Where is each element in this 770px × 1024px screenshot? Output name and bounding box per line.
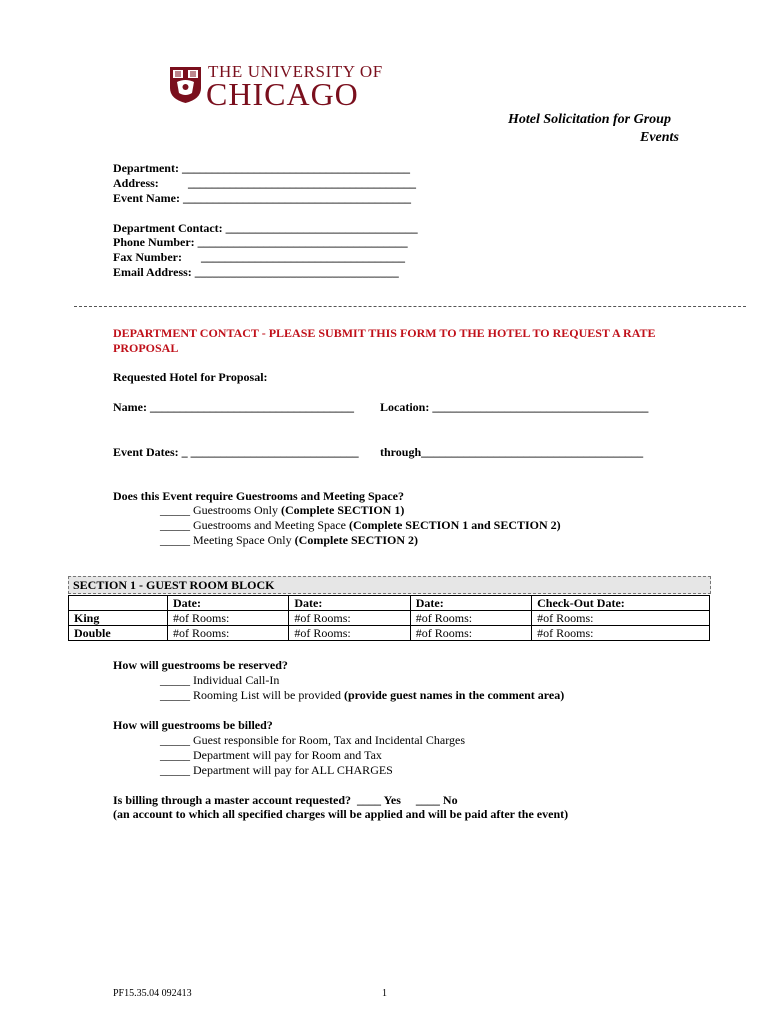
master-account-question[interactable]: Is billing through a master account requested? ____ Yes ____ No	[113, 793, 458, 807]
event-type-question: Does this Event require Guestrooms and Meeting Space?	[113, 489, 404, 503]
notice-line2: PROPOSAL	[113, 341, 179, 355]
fax-label: Fax Number:	[113, 250, 182, 264]
table-cell[interactable]: #of Rooms:	[532, 611, 710, 626]
table-cell[interactable]: #of Rooms:	[168, 626, 289, 641]
hotel-name-field[interactable]: Name: __________________________________	[113, 400, 354, 414]
option-guest-responsible[interactable]: _____ Guest responsible for Room, Tax and Incidental Charges	[160, 733, 465, 747]
row-label-double: Double	[69, 626, 168, 641]
option-meeting-space-only-label: _____ Meeting Space Only	[160, 533, 295, 547]
requested-hotel-heading: Requested Hotel for Proposal:	[113, 370, 268, 384]
option-rooming-list[interactable]	[160, 688, 564, 703]
option-guestrooms-only-note: (Complete SECTION 1)	[281, 503, 405, 517]
event-name-field[interactable]: Event Name: ______________________________________	[113, 191, 411, 205]
address-field[interactable]: ______________________________________	[188, 176, 416, 190]
section1-title: SECTION 1 - GUEST ROOM BLOCK	[73, 578, 275, 592]
fax-number-field[interactable]: __________________________________	[201, 250, 405, 264]
form-title-line1: Hotel Solicitation for Group	[508, 112, 671, 127]
row-label-king: King	[69, 611, 168, 626]
table-header-cell[interactable]: Date:	[168, 596, 289, 611]
table-row	[69, 626, 710, 641]
table-cell[interactable]: #of Rooms:	[289, 611, 410, 626]
billing-question: How will guestrooms be billed?	[113, 718, 273, 732]
option-guestrooms-and-meeting-note: (Complete SECTION 1 and SECTION 2)	[348, 518, 561, 532]
option-department-room-tax[interactable]: _____ Department will pay for Room and Tax	[160, 748, 382, 762]
notice-line1: DEPARTMENT CONTACT - PLEASE SUBMIT THIS FORM TO THE HOTEL TO REQUEST A RATE	[113, 326, 656, 340]
event-dates-through-field[interactable]: through_____________________________________	[380, 445, 644, 459]
reservation-question: How will guestrooms be reserved?	[113, 658, 288, 672]
table-header-cell[interactable]: Date:	[410, 596, 531, 611]
option-guestrooms-and-meeting-label: _____ Guestrooms and Meeting Space	[160, 518, 349, 532]
guest-room-block-table	[68, 595, 710, 641]
option-individual-call-in[interactable]: _____ Individual Call-In	[160, 673, 280, 687]
cut-line-divider	[74, 306, 746, 307]
address-label: Address:	[113, 176, 159, 190]
option-guestrooms-only-label: _____ Guestrooms Only	[160, 503, 281, 517]
phone-number-field[interactable]: Phone Number: ___________________________________	[113, 235, 408, 249]
form-title-line2: Events	[640, 130, 679, 145]
page-number: 1	[382, 988, 387, 999]
option-meeting-space-only-note: (Complete SECTION 2)	[294, 533, 418, 547]
table-header-cell[interactable]: Check-Out Date:	[532, 596, 710, 611]
table-cell[interactable]: #of Rooms:	[532, 626, 710, 641]
master-account-note: (an account to which all specified charges will be applied and will be paid after the event)	[113, 807, 569, 821]
option-meeting-space-only[interactable]	[160, 533, 418, 548]
table-cell[interactable]: #of Rooms:	[410, 611, 531, 626]
table-row	[69, 611, 710, 626]
event-dates-field[interactable]: Event Dates: _ ____________________________	[113, 445, 359, 459]
department-contact-field[interactable]: Department Contact: ________________________________	[113, 221, 418, 235]
department-field[interactable]: Department: ______________________________________	[113, 161, 410, 175]
option-department-all-charges[interactable]: _____ Department will pay for ALL CHARGES	[160, 763, 393, 777]
hotel-location-field[interactable]: Location: ____________________________________	[380, 400, 649, 414]
table-header-cell	[69, 596, 168, 611]
option-guestrooms-only[interactable]	[160, 503, 404, 518]
table-header-cell[interactable]: Date:	[289, 596, 410, 611]
email-address-field[interactable]: Email Address: __________________________________	[113, 265, 399, 279]
form-code: PF15.35.04 092413	[113, 988, 192, 999]
table-cell[interactable]: #of Rooms:	[168, 611, 289, 626]
table-cell[interactable]: #of Rooms:	[410, 626, 531, 641]
option-rooming-list-label: _____ Rooming List will be provided	[160, 688, 344, 702]
logo-text-line2: CHICAGO	[206, 76, 359, 112]
logo-text-line1: THE UNIVERSITY OF	[208, 62, 383, 81]
section1-header-bar	[68, 576, 711, 594]
table-cell[interactable]: #of Rooms:	[289, 626, 410, 641]
table-header-row	[69, 596, 710, 611]
university-shield-icon	[169, 66, 202, 104]
option-rooming-list-note: (provide guest names in the comment area)	[344, 688, 565, 702]
option-guestrooms-and-meeting[interactable]	[160, 518, 561, 533]
